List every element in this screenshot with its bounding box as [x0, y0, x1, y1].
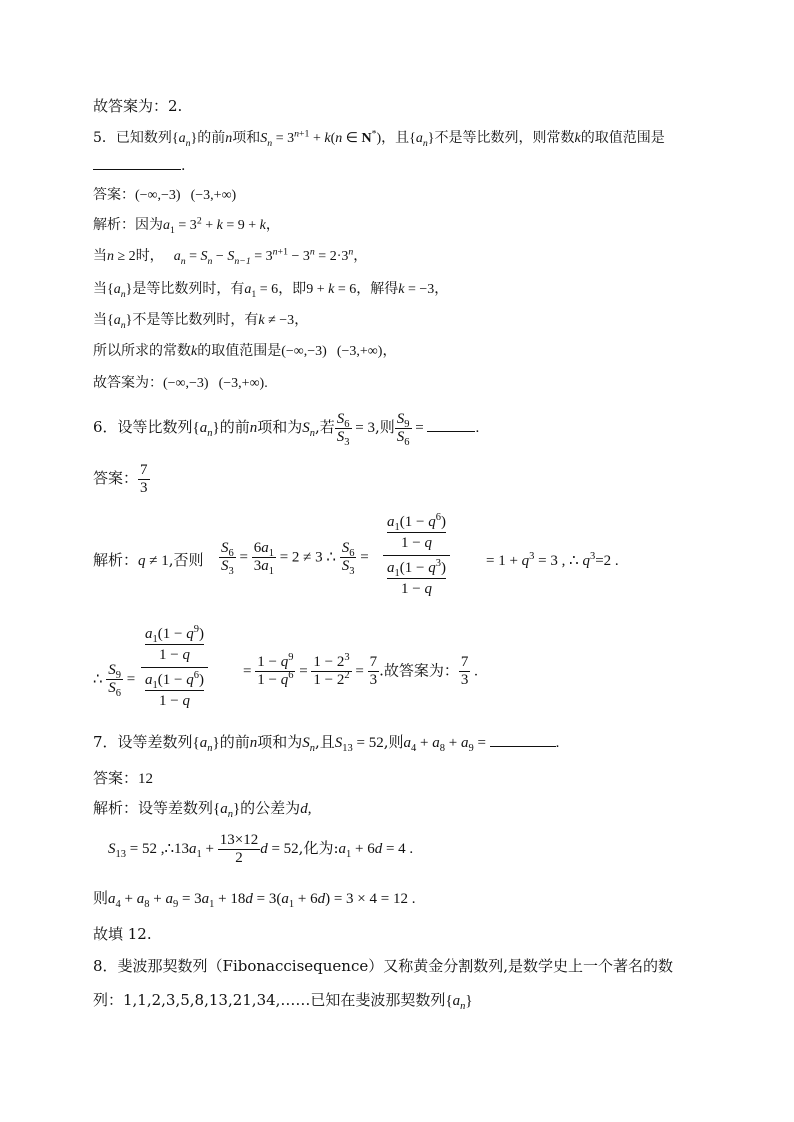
- answer-blank: [93, 169, 181, 170]
- problem-8-line-2: 列：1,1,2,3,5,8,13,21,34,……已知在斐波那契数列$\{a_n\}$: [93, 991, 473, 1012]
- problem-7: 7．设等差数列$\{a_n\}$的前n项和为$S_n$,且$S_{13} = 52$,则$a_4 + a_8 + a_9$ = .: [93, 733, 560, 754]
- solution-5-line-1: 解析：因为$a_1 = 3^2 + k = 9 + k$，: [93, 215, 280, 236]
- problem-6: 6．设等比数列$\{a_n\}$的前n项和为$S_n$,若 $\frac{S_6}{S_3}$ = 3,则 $\frac{S_9}{S_6}$ = .: [93, 410, 480, 448]
- answer-5: 答案：(−∞,−3) (−3,+∞): [93, 187, 237, 203]
- solution-5-line-6: 故答案为：(−∞,−3) (−3,+∞).: [93, 375, 268, 391]
- answer-blank: [427, 431, 475, 432]
- problem-5-line-2: .: [93, 156, 185, 176]
- answer-line-4: 故答案为：2.: [93, 97, 183, 115]
- compound-fraction: $a_1(1 - q^9)$ 1 − q $a_1(1 - q^6)$ 1 − q: [141, 624, 208, 711]
- solution-5-line-3: 当$\{a_n\}$是等比数列时，有$a_1 = 6$，即9 + k = 6，解得k = −3，: [93, 281, 449, 300]
- compound-fraction: $a_1(1 - q^6)$ 1 − q $a_1(1 - q^3)$ 1 − q: [383, 512, 450, 599]
- solution-7-line-3: 则$a_4 + a_8 + a_9 = 3a_1 + 18d = 3(a_1 + 6d) = 3 \times 4 = 12$ .: [93, 889, 416, 910]
- answer-6: 答案： $\frac{7}{3}$: [93, 461, 148, 496]
- solution-5-line-2: 当n ≥ 2时， $a_n = S_n - S_{n-1} = 3^{n+1} - 3^n = 2\cdot 3^n$，: [93, 246, 368, 267]
- solution-5-line-4: 当$\{a_n\}$不是等比数列时，有k ≠ −3，: [93, 312, 309, 331]
- solution-7-line-2: $S_{13} = 52$ $,\therefore 13a_1$ + $\frac{13\times 12}{2}$ d = 52,化为$:a_1 + 6d = 4$ .: [108, 831, 414, 866]
- problem-5-line-1: 5．已知数列$\{a_n\}$的前n项和$S_n = 3^{n+1} + k(n$ ∈ N*)，且$\{a_n\}$不是等比数列，则常数k的取值范围是: [93, 128, 665, 149]
- answer-7: 答案：12: [93, 769, 154, 787]
- problem-8-line-1: 8．斐波那契数列（Fibonaccisequence）又称黄金分割数列,是数学史上一个著名的数: [93, 957, 674, 975]
- fill-answer-7: 故填 12.: [93, 925, 152, 943]
- answer-blank: [490, 746, 556, 747]
- solution-7-line-1: 解析：设等差数列$\{a_n\}$的公差为d,: [93, 799, 312, 820]
- solution-5-line-5: 所以所求的常数k的取值范围是(−∞,−3) (−3,+∞)，: [93, 343, 397, 359]
